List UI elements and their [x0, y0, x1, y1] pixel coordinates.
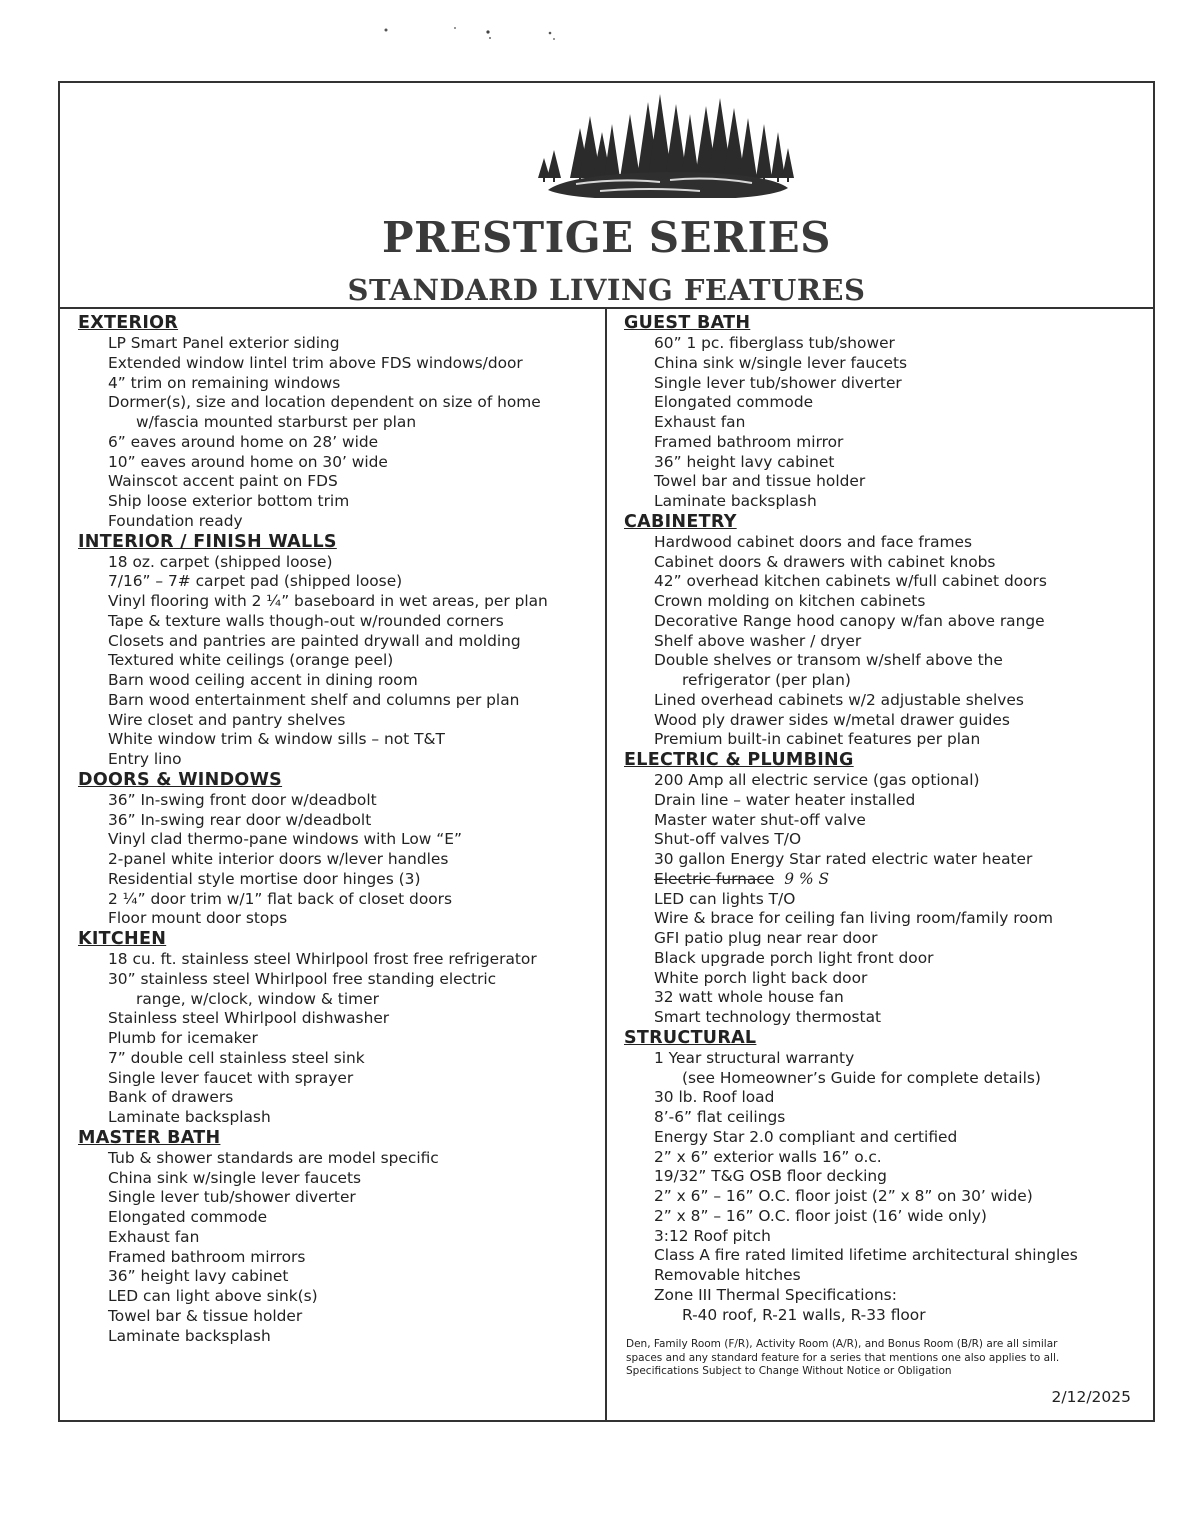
- feature-item-text: Stainless steel Whirlpool dishwasher: [108, 1009, 390, 1028]
- feature-item-text: Double shelves or transom w/shelf above the: [654, 651, 1003, 670]
- feature-item-text: Vinyl flooring with 2 ¼” baseboard in wet areas, per plan: [108, 592, 548, 610]
- feature-item: [624, 949, 1144, 969]
- feature-item: [78, 632, 598, 652]
- feature-item: [624, 413, 1144, 433]
- feature-item-text: Residential style mortise door hinges (3): [108, 869, 421, 888]
- feature-item: [624, 988, 1144, 1008]
- feature-item: [624, 592, 1144, 612]
- feature-item: [78, 592, 598, 612]
- feature-item: [624, 850, 1144, 870]
- feature-item-text: Dormer(s), size and location dependent on size of home: [108, 393, 541, 412]
- feature-item: [624, 909, 1144, 929]
- feature-item-text: Wainscot accent paint on FDS: [108, 472, 338, 491]
- feature-item: [78, 950, 598, 970]
- feature-item-text: Barn wood ceiling accent in dining room: [108, 671, 418, 689]
- feature-item-text: White window trim & window sills – not T&T: [108, 730, 445, 749]
- feature-item: [78, 553, 598, 573]
- feature-item: [624, 393, 1144, 413]
- feature-item-text: 7/16” – 7# carpet pad (shipped loose): [108, 572, 403, 591]
- feature-item-text: Black upgrade porch light front door: [654, 948, 934, 967]
- feature-item: [78, 1307, 598, 1327]
- feature-item-text: Premium built-in cabinet features per plan: [654, 730, 981, 749]
- feature-item: [78, 413, 598, 433]
- feature-item-text: w/fascia mounted starburst per plan: [136, 413, 417, 431]
- feature-item: [624, 1227, 1144, 1247]
- feature-item: [78, 453, 598, 473]
- feature-item: [78, 909, 598, 929]
- feature-item: [624, 1187, 1144, 1207]
- feature-item: [624, 651, 1144, 671]
- feature-item: [624, 374, 1144, 394]
- feature-item-text: Shelf above washer / dryer: [654, 631, 862, 650]
- pine-trees-lake-logo: [530, 88, 802, 198]
- feature-item: [624, 929, 1144, 949]
- page-title: PRESTIGE SERIES: [382, 213, 831, 262]
- section-heading: MASTER BATH: [78, 1127, 221, 1148]
- feature-item: [78, 1029, 598, 1049]
- feature-item: [624, 870, 1144, 890]
- feature-item-text: Zone III Thermal Specifications:: [654, 1285, 897, 1304]
- feature-item-text: Barn wood entertainment shelf and columns per plan: [108, 690, 520, 709]
- feature-item: [624, 354, 1144, 374]
- feature-item: [78, 850, 598, 870]
- feature-item: [78, 990, 598, 1010]
- feature-item: [78, 1049, 598, 1069]
- feature-item: [624, 711, 1144, 731]
- feature-item-text: 18 oz. carpet (shipped loose): [108, 552, 333, 571]
- feature-item-text: 2” x 8” – 16” O.C. floor joist (16’ wide only): [654, 1206, 987, 1225]
- feature-item: [78, 1208, 598, 1228]
- feature-item-text: Decorative Range hood canopy w/fan above range: [654, 611, 1045, 630]
- feature-item-text: Exhaust fan: [654, 413, 746, 431]
- feature-item: [78, 830, 598, 850]
- section-heading: STRUCTURAL: [624, 1027, 757, 1048]
- feature-item: [78, 1069, 598, 1089]
- feature-item: [78, 711, 598, 731]
- feature-item-text: Shut-off valves T/O: [654, 830, 802, 849]
- feature-item: [78, 1169, 598, 1189]
- feature-item-text: 1 Year structural warranty: [654, 1048, 855, 1067]
- feature-item: [78, 612, 598, 632]
- feature-item-text: 2” x 6” exterior walls 16” o.c.: [654, 1147, 882, 1166]
- scan-specks: [380, 20, 580, 50]
- feature-item: [624, 553, 1144, 573]
- feature-item: [78, 512, 598, 532]
- section-heading: DOORS & WINDOWS: [78, 769, 283, 790]
- feature-item-text: Wire closet and pantry shelves: [108, 710, 346, 729]
- footer-note-line: Den, Family Room (F/R), Activity Room (A/R), and Bonus Room (B/R) are all similar: [626, 1338, 1058, 1350]
- feature-item-text: 3:12 Roof pitch: [654, 1226, 771, 1245]
- feature-item: [624, 771, 1144, 791]
- section-heading: EXTERIOR: [78, 313, 179, 333]
- feature-item-text: 2-panel white interior doors w/lever handles: [108, 850, 449, 868]
- feature-item: [624, 791, 1144, 811]
- feature-item: [624, 1088, 1144, 1108]
- feature-item: [78, 354, 598, 374]
- feature-item: [624, 1286, 1144, 1306]
- feature-item-text: Crown molding on kitchen cabinets: [654, 592, 926, 610]
- feature-item: [624, 1167, 1144, 1187]
- feature-item-text: 30” stainless steel Whirlpool free standing electric: [108, 969, 497, 988]
- feature-item: [624, 1008, 1144, 1028]
- feature-item-text: 36” height lavy cabinet: [654, 452, 835, 471]
- feature-item-text: Framed bathroom mirrors: [108, 1247, 306, 1266]
- feature-item-text: China sink w/single lever faucets: [654, 353, 908, 372]
- feature-item-text: Tub & shower standards are model specific: [108, 1148, 439, 1167]
- feature-item-text: Towel bar and tissue holder: [654, 472, 866, 491]
- feature-item-text: 4” trim on remaining windows: [108, 373, 341, 392]
- feature-item: [624, 1128, 1144, 1148]
- feature-item: [78, 1267, 598, 1287]
- feature-item: [78, 1088, 598, 1108]
- handwritten-annotation: 9 % S: [784, 869, 830, 888]
- feature-item-text: China sink w/single lever faucets: [108, 1168, 362, 1187]
- feature-item-text: 36” In-swing rear door w/deadbolt: [108, 810, 372, 829]
- feature-item-text: Vinyl clad thermo-pane windows with Low “E”: [108, 830, 462, 849]
- feature-item: [78, 811, 598, 831]
- feature-item: [624, 1108, 1144, 1128]
- column-divider: [605, 307, 607, 1422]
- feature-item-text: Laminate backsplash: [654, 492, 817, 510]
- feature-item-text: Energy Star 2.0 compliant and certified: [654, 1127, 958, 1146]
- feature-item: [78, 1287, 598, 1307]
- feature-item-text: Elongated commode: [108, 1208, 268, 1226]
- feature-item: [624, 811, 1144, 831]
- feature-item: [624, 1069, 1144, 1089]
- feature-item-text: Plumb for icemaker: [108, 1029, 258, 1047]
- feature-item: [624, 632, 1144, 652]
- feature-item: [78, 393, 598, 413]
- feature-item: [624, 1266, 1144, 1286]
- feature-item: [78, 791, 598, 811]
- feature-item-text: 2” x 6” – 16” O.C. floor joist (2” x 8” on 30’ wide): [654, 1187, 1033, 1205]
- features-sheet: [58, 81, 1155, 1422]
- feature-item: [624, 472, 1144, 492]
- feature-item-text: Ship loose exterior bottom trim: [108, 492, 350, 510]
- section-heading: CABINETRY: [624, 511, 737, 532]
- feature-item-text: Single lever faucet with sprayer: [108, 1068, 354, 1087]
- feature-item: [78, 1327, 598, 1347]
- feature-item-text: 60” 1 pc. fiberglass tub/shower: [654, 334, 895, 352]
- feature-item: [78, 572, 598, 592]
- feature-item-text: Laminate backsplash: [108, 1326, 271, 1345]
- left-feature-column: [78, 313, 598, 1346]
- footer-note: [626, 1338, 1146, 1379]
- sheet-header: [60, 83, 1153, 309]
- feature-item-text: Bank of drawers: [108, 1088, 234, 1107]
- feature-item: [78, 374, 598, 394]
- feature-item: [624, 830, 1144, 850]
- feature-item-text: Hardwood cabinet doors and face frames: [654, 532, 973, 551]
- feature-item-text: 30 gallon Energy Star rated electric water heater: [654, 850, 1033, 868]
- feature-item-text: Textured white ceilings (orange peel): [108, 651, 394, 670]
- feature-item: [624, 890, 1144, 910]
- feature-item: [624, 334, 1144, 354]
- feature-item-text: Towel bar & tissue holder: [108, 1306, 303, 1325]
- feature-item-text: Extended window lintel trim above FDS windows/door: [108, 353, 523, 372]
- right-feature-column: [624, 313, 1144, 1325]
- section-heading: KITCHEN: [78, 929, 167, 949]
- section-heading: GUEST BATH: [624, 313, 751, 333]
- feature-item-text: Lined overhead cabinets w/2 adjustable shelves: [654, 690, 1024, 709]
- feature-item: [78, 334, 598, 354]
- feature-item: [624, 671, 1144, 691]
- feature-item-text: 6” eaves around home on 28’ wide: [108, 432, 379, 451]
- feature-item: [78, 750, 598, 770]
- feature-item-text: 19/32” T&G OSB floor decking: [654, 1167, 887, 1186]
- feature-item: [78, 433, 598, 453]
- feature-item: [624, 730, 1144, 750]
- feature-item: [624, 969, 1144, 989]
- feature-item-text: 18 cu. ft. stainless steel Whirlpool frost free refrigerator: [108, 950, 537, 968]
- feature-item-text: Wire & brace for ceiling fan living room/family room: [654, 909, 1054, 928]
- feature-item: [78, 1009, 598, 1029]
- feature-item: [624, 492, 1144, 512]
- feature-item-text: 2 ¼” door trim w/1” flat back of closet doors: [108, 889, 453, 908]
- feature-item-text: Class A fire rated limited lifetime architectural shingles: [654, 1246, 1078, 1265]
- feature-item-text: Floor mount door stops: [108, 909, 288, 928]
- feature-item-text: Drain line – water heater installed: [654, 790, 916, 809]
- feature-item: [624, 1148, 1144, 1168]
- page-subtitle: STANDARD LIVING FEATURES: [347, 273, 866, 307]
- feature-item-text: 42” overhead kitchen cabinets w/full cabinet doors: [654, 572, 1047, 591]
- feature-item: [78, 492, 598, 512]
- section-heading: ELECTRIC & PLUMBING: [624, 750, 854, 770]
- feature-item-text: 30 lb. Roof load: [654, 1088, 775, 1107]
- feature-item-text: LED can light above sink(s): [108, 1287, 318, 1305]
- feature-item-text: 8’-6” flat ceilings: [654, 1108, 786, 1126]
- feature-item-text: LP Smart Panel exterior siding: [108, 334, 340, 352]
- feature-item: [624, 1207, 1144, 1227]
- feature-item-text: Single lever tub/shower diverter: [108, 1188, 356, 1207]
- feature-item-text: Smart technology thermostat: [654, 1008, 882, 1026]
- feature-item: [78, 1149, 598, 1169]
- feature-item: [78, 730, 598, 750]
- feature-item-text: 7” double cell stainless steel sink: [108, 1048, 365, 1067]
- feature-item-text: 10” eaves around home on 30’ wide: [108, 452, 388, 471]
- feature-item: [78, 1228, 598, 1248]
- feature-item-text: Elongated commode: [654, 393, 814, 412]
- feature-item: [78, 870, 598, 890]
- feature-item-text: 32 watt whole house fan: [654, 988, 844, 1007]
- feature-item-text: 36” height lavy cabinet: [108, 1267, 289, 1286]
- feature-item: [78, 691, 598, 711]
- feature-item-text: Laminate backsplash: [108, 1108, 271, 1126]
- feature-item-text: Framed bathroom mirror: [654, 432, 844, 451]
- feature-item: [624, 1246, 1144, 1266]
- feature-item-text: Cabinet doors & drawers with cabinet knobs: [654, 552, 996, 571]
- feature-item-text: Tape & texture walls though-out w/rounded corners: [108, 611, 504, 630]
- footer-note-line: spaces and any standard feature for a series that mentions one also applies to all.: [626, 1351, 1060, 1364]
- feature-item: [624, 612, 1144, 632]
- feature-item: [78, 1108, 598, 1128]
- feature-item-text: refrigerator (per plan): [682, 671, 851, 689]
- feature-item-text: Removable hitches: [654, 1266, 801, 1284]
- feature-item: [624, 533, 1144, 553]
- feature-item: [624, 572, 1144, 592]
- feature-item-text: Wood ply drawer sides w/metal drawer guides: [654, 710, 1010, 729]
- feature-item: [624, 453, 1144, 473]
- feature-item-text: Exhaust fan: [108, 1227, 200, 1246]
- feature-item-text: White porch light back door: [654, 968, 868, 987]
- feature-item-text: 36” In-swing front door w/deadbolt: [108, 790, 377, 809]
- feature-item: [78, 671, 598, 691]
- feature-item: [624, 1049, 1144, 1069]
- feature-item-text: GFI patio plug near rear door: [654, 929, 878, 947]
- section-heading: INTERIOR / FINISH WALLS: [78, 531, 337, 552]
- feature-item: [78, 651, 598, 671]
- footer-note-line: Specifications Subject to Change Without Notice or Obligation: [626, 1365, 952, 1377]
- feature-item: [624, 433, 1144, 453]
- feature-item-text: Foundation ready: [108, 511, 243, 530]
- feature-item-text: Entry lino: [108, 750, 182, 768]
- feature-item-text: (see Homeowner’s Guide for complete details): [682, 1068, 1041, 1087]
- feature-item: [78, 970, 598, 990]
- feature-item-text: R-40 roof, R-21 walls, R-33 floor: [682, 1305, 926, 1324]
- feature-item-text: LED can lights T/O: [654, 889, 796, 908]
- feature-item: [624, 691, 1144, 711]
- feature-item: [78, 890, 598, 910]
- feature-item-text: 200 Amp all electric service (gas optional): [654, 771, 980, 789]
- feature-item: [78, 472, 598, 492]
- feature-item: [624, 1306, 1144, 1326]
- feature-item: [78, 1188, 598, 1208]
- revision-date: 2/12/2025: [1051, 1388, 1131, 1406]
- feature-item-text: Single lever tub/shower diverter: [654, 373, 902, 392]
- feature-item-text: range, w/clock, window & timer: [136, 989, 379, 1008]
- feature-item: [78, 1248, 598, 1268]
- feature-item-text: Closets and pantries are painted drywall and molding: [108, 631, 521, 650]
- feature-item-text: Master water shut-off valve: [654, 810, 866, 829]
- feature-item-text: Electric furnace: [654, 869, 775, 888]
